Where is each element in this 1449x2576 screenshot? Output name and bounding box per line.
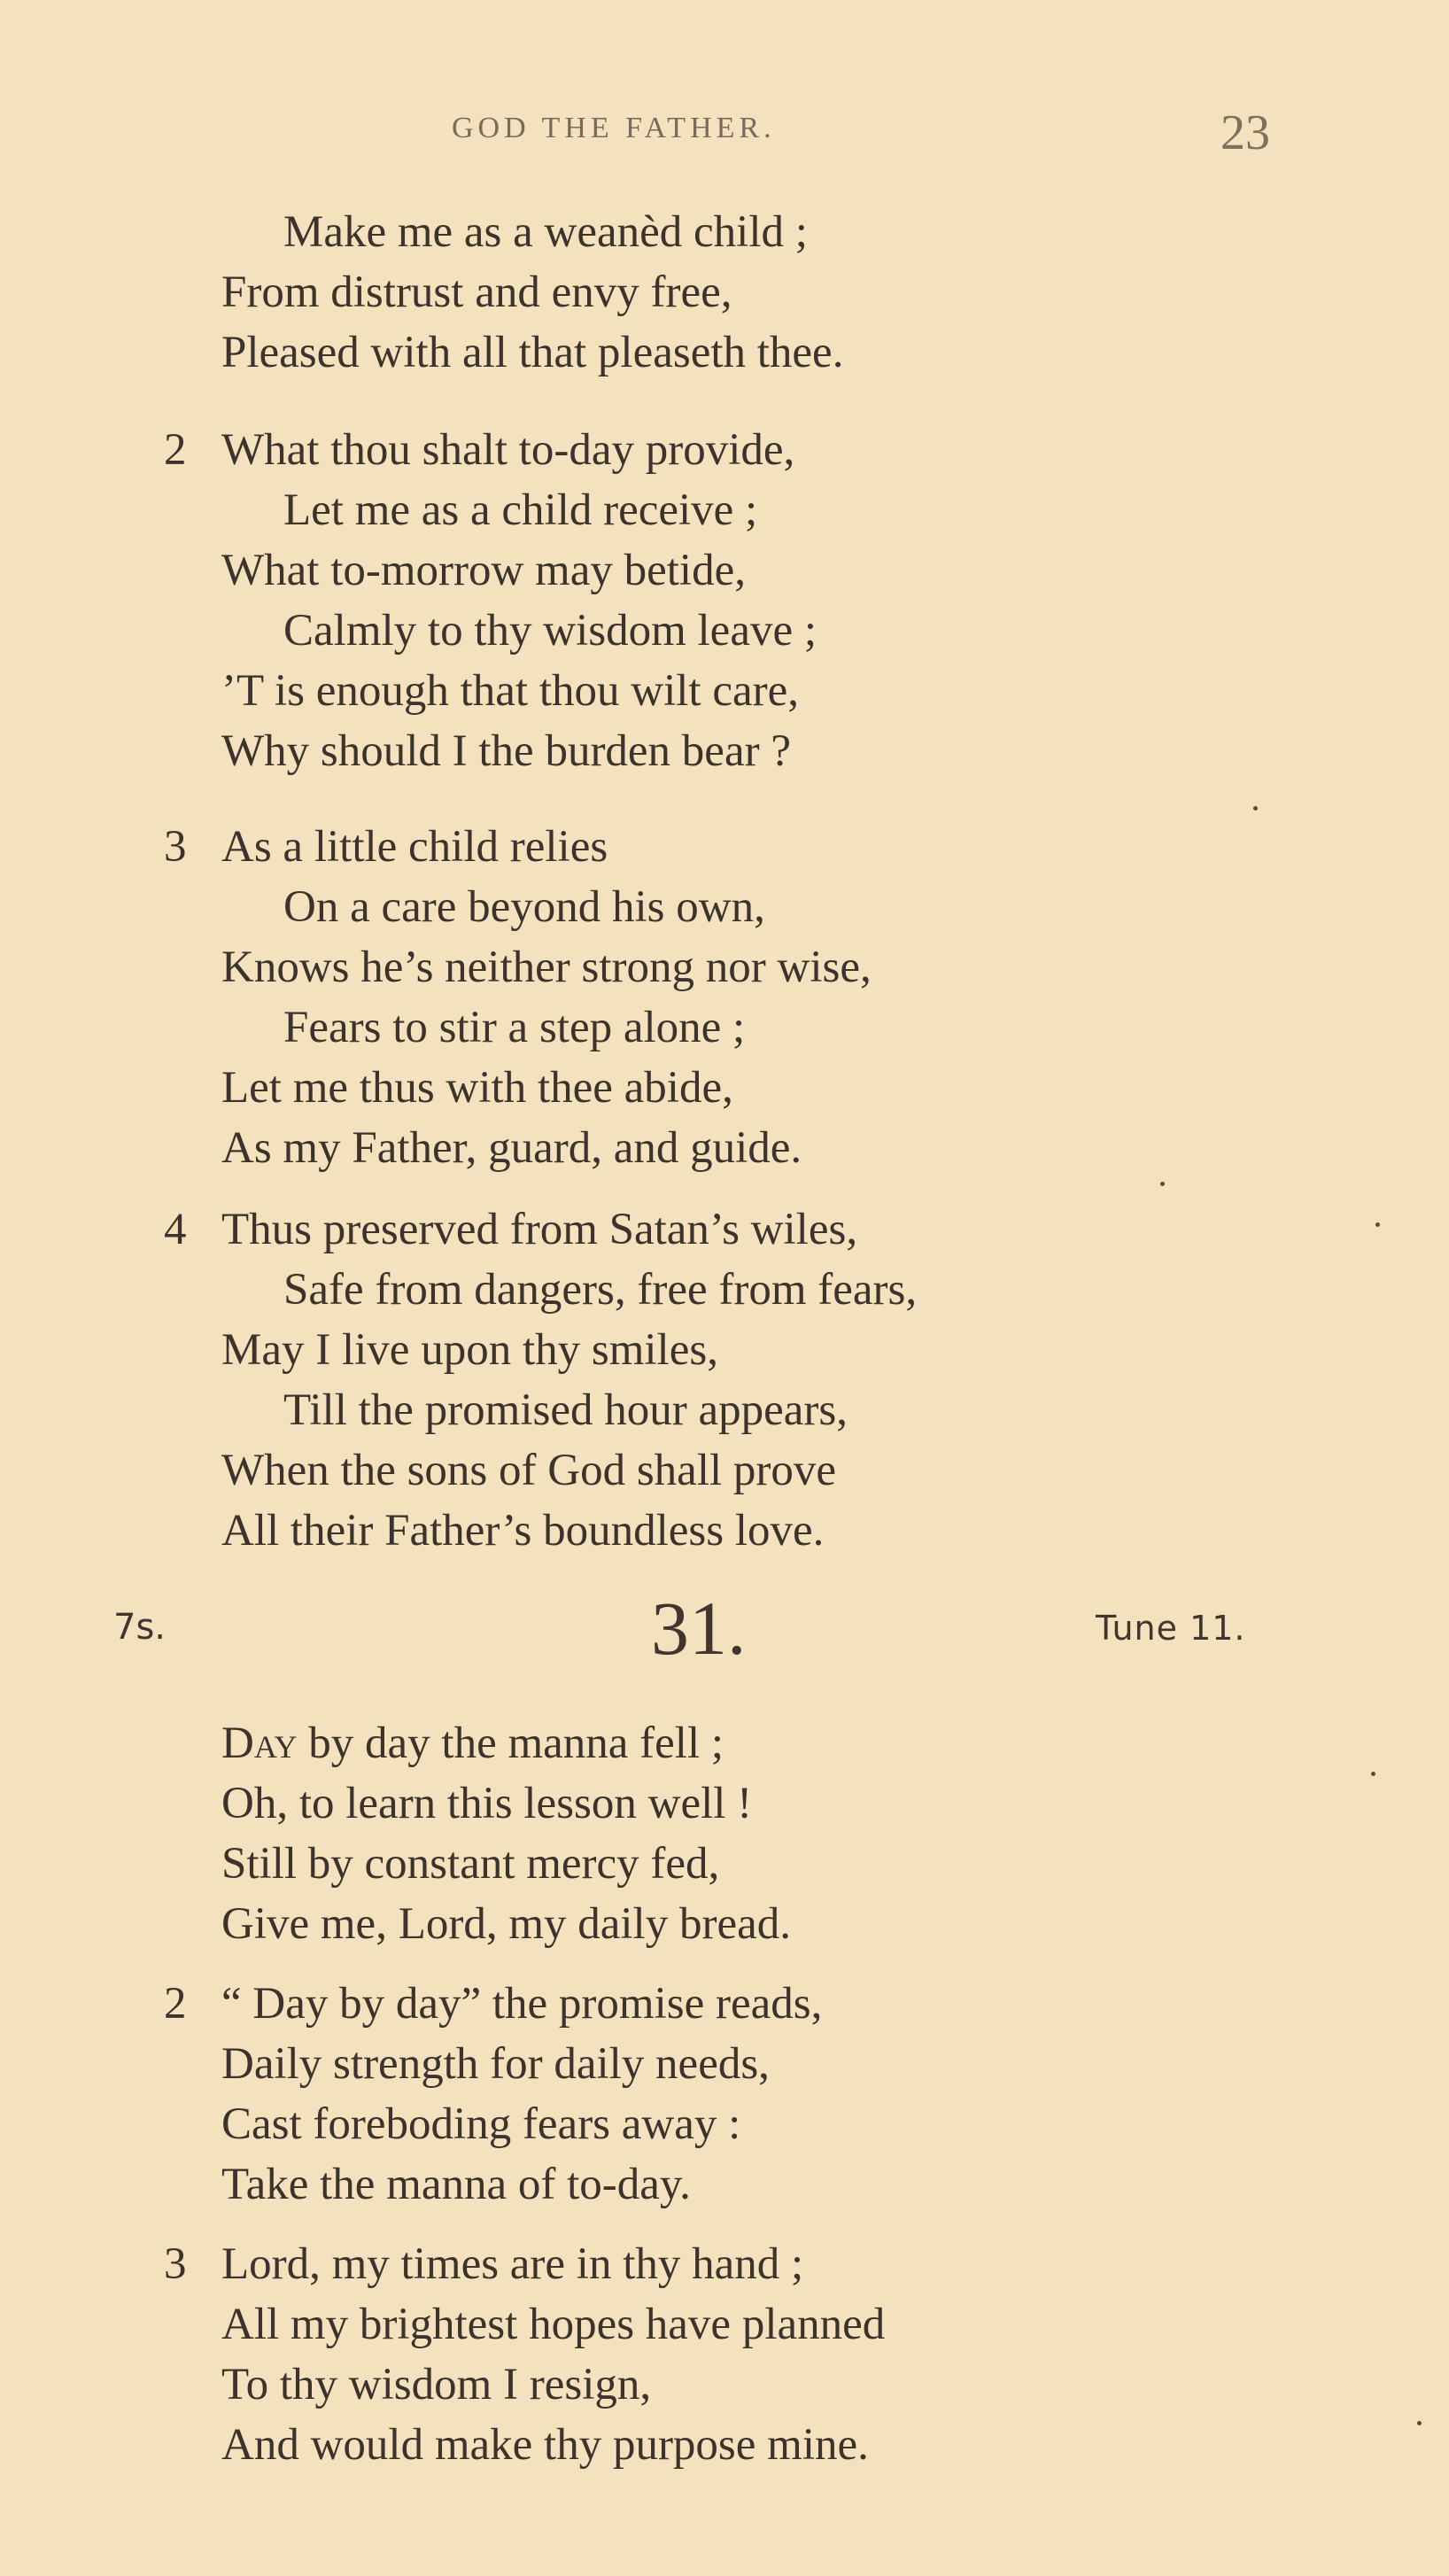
verse-line: May I live upon thy smiles, — [221, 1325, 718, 1375]
running-head-title: GOD THE FATHER. — [452, 112, 776, 144]
page-number: 23 — [1220, 105, 1270, 160]
verse-line: From distrust and envy free, — [221, 268, 732, 317]
hymn-tune: Tune 11. — [1096, 1609, 1246, 1648]
stanza-number: 4 — [164, 1205, 187, 1254]
stanza-number: 2 — [164, 1979, 187, 2029]
verse-line: Safe from dangers, free from fears, — [283, 1265, 918, 1315]
verse-line: All their Father’s boundless love. — [221, 1506, 825, 1556]
first-line-rest: by day the manna fell ; — [297, 1719, 724, 1768]
verse-line: Fears to stir a step alone ; — [283, 1003, 746, 1052]
verse-line: Still by constant mercy fed, — [221, 1839, 720, 1889]
verse-line: All my brightest hopes have planned — [221, 2300, 886, 2349]
hymn-meter: 7s. — [113, 1607, 167, 1648]
verse-line: To thy wisdom I resign, — [221, 2360, 652, 2409]
verse-line: Give me, Lord, my daily bread. — [221, 1899, 791, 1949]
verse-line: On a care beyond his own, — [283, 882, 765, 932]
verse-line: Let me as a child receive ; — [283, 485, 758, 535]
verse-line: Lord, my times are in thy hand ; — [221, 2239, 804, 2289]
paper-speck — [1375, 1222, 1380, 1227]
stanza-number: 2 — [164, 425, 187, 475]
verse-line: When the sons of God shall prove — [221, 1446, 837, 1495]
verse-line: Daily strength for daily needs, — [221, 2039, 770, 2089]
verse-line: Why should I the burden bear ? — [221, 726, 791, 776]
verse-line: Make me as a weanèd child ; — [283, 207, 808, 257]
verse-line: Thus preserved from Satan’s wiles, — [221, 1205, 858, 1254]
stanza-number: 3 — [164, 822, 187, 872]
verse-line — [221, 1717, 724, 1770]
verse-line: Let me thus with thee abide, — [221, 1063, 733, 1113]
verse-line: Knows he’s neither strong nor wise, — [221, 943, 872, 992]
running-head — [0, 105, 1449, 158]
verse-line: What thou shalt to-day provide, — [221, 425, 795, 475]
verse-line: Oh, to learn this lesson well ! — [221, 1779, 753, 1828]
verse-line: As a little child relies — [221, 822, 608, 872]
hymn-number: 31. — [651, 1586, 747, 1671]
verse-line: ’T is enough that thou wilt care, — [221, 666, 799, 716]
verse-line: Take the manna of to-day. — [221, 2160, 691, 2209]
verse-line: Calmly to thy wisdom leave ; — [283, 606, 817, 656]
paper-speck — [1253, 806, 1258, 811]
verse-line: And would make thy purpose mine. — [221, 2420, 869, 2470]
verse-line: Cast foreboding fears away : — [221, 2099, 741, 2149]
verse-line: “ Day by day” the promise reads, — [221, 1979, 823, 2029]
paper-speck — [1371, 1772, 1375, 1776]
verse-line: Pleased with all that pleaseth thee. — [221, 328, 844, 377]
verse-line: What to-morrow may betide, — [221, 546, 746, 595]
hymn-header — [0, 1584, 1449, 1671]
paper-speck — [1160, 1182, 1165, 1186]
stanza-number: 3 — [164, 2239, 187, 2289]
first-word: Day — [221, 1719, 298, 1768]
verse-line: Till the promised hour appears, — [283, 1385, 848, 1435]
paper-speck — [1417, 2421, 1422, 2425]
verse-line: As my Father, guard, and guide. — [221, 1123, 802, 1173]
